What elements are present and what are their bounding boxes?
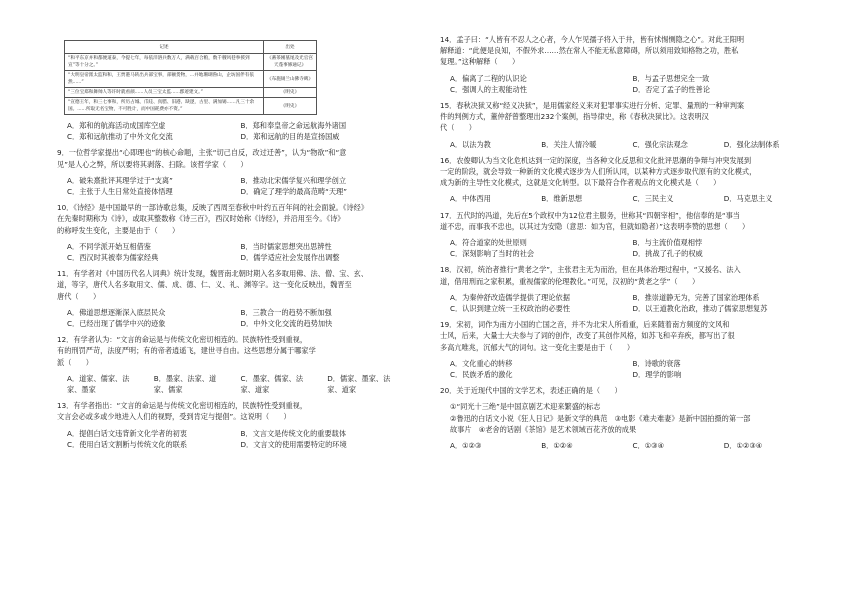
text-line: 故事片 ④老舍的话剧《茶馆》是艺术领域百花齐放的成果: [450, 424, 637, 434]
question-stem: [57, 400, 404, 422]
text-line: 12．有学者认为：“文言的命运是与传统文化密切相连的。民族特性受到重视，: [57, 335, 308, 345]
answer-option[interactable]: C．使用白话文割断与传统文化的联系: [67, 439, 188, 449]
answer-option[interactable]: A．郑和的航海活动成国库空虚: [67, 121, 166, 130]
statement-list: [440, 401, 805, 435]
table-row: [65, 54, 317, 71]
answer-options: [440, 440, 805, 451]
text-line: 20．关于近现代中国的文学艺术，表述正确的是（ ）: [440, 386, 622, 396]
answer-option[interactable]: B．与主流价值观相悖: [632, 238, 703, 248]
text-line: 19．宋初，词作为南方小国的亡国之音，并不为北宋人所看重，后来随着南方频度的文风和: [440, 320, 730, 330]
answer-option[interactable]: C．三民主义: [632, 194, 674, 204]
text-line: 14．孟子曰：“人皆有不忍人之心者，今人乍见孺子将入于井，皆有怵惕恻隐之心”。对此王阳明: [440, 35, 745, 44]
table-header-text: 记述: [65, 41, 264, 54]
question-stem: [57, 202, 404, 236]
answer-option[interactable]: D．文言文的使用需要特定的环境: [240, 439, 347, 449]
answer-option[interactable]: A．偏离了二程的认识论: [450, 73, 527, 83]
answer-option[interactable]: C．认识到建立统一王权政治的必要性: [450, 304, 571, 314]
text-line: 件的判例方式，董仲舒曾整理出232个案例，指导律史，称《春秋决狱比》。这表明汉: [440, 112, 709, 122]
answer-option[interactable]: A．符合道家的处世原则: [450, 238, 527, 248]
answer-option[interactable]: C．民族矛盾的激化: [450, 370, 513, 380]
answer-option[interactable]: D．儒学适应社会发展作出调整: [240, 253, 340, 263]
answer-options: [57, 373, 404, 395]
left-column: [57, 0, 404, 455]
answer-option[interactable]: B．诗歌的衰落: [632, 358, 681, 368]
answer-options: [57, 428, 404, 450]
question-stem: [440, 385, 805, 396]
text-line: 成为新的主导性文化模式，这就是文化转型。以下最符合作者观点的文化模式是（ ）: [440, 178, 721, 188]
answer-option[interactable]: A．以法为教: [450, 139, 491, 149]
answer-option[interactable]: C．郑和远航推动了中外文化交流: [67, 132, 173, 142]
answer-options: [440, 139, 805, 150]
answer-option[interactable]: B．三教合一的趋势不断加强: [240, 307, 332, 317]
text-line: 一定的阶段，就会导致一种新的文化模式逐步为人们所认同，以某种方式逐步取代原有的文化模式，: [440, 167, 757, 177]
answer-option[interactable]: C．强化宗法观念: [632, 139, 688, 149]
text-line: 10．《诗经》是中国最早的一部诗歌总集，反映了西周至春秋中叶约五百年间的社会面貌。《诗经》: [57, 203, 369, 213]
table-cell-source: 《明史》: [264, 98, 317, 115]
answer-option[interactable]: A．文化重心的转移: [450, 358, 513, 368]
answer-option[interactable]: D．马克思主义: [723, 194, 773, 204]
table-cell-text: “大明皇帝派太监和和，王贾港马转出兵部宝事，部额货物，...并地珊瑚鲁山，企坊国伴有依然......”: [65, 71, 264, 88]
left-questions: [57, 120, 404, 455]
table-row: [65, 88, 317, 98]
answer-option[interactable]: A．中体西用: [450, 194, 491, 204]
answer-option[interactable]: B．与孟子思想完全一致: [632, 73, 710, 83]
answer-option[interactable]: D．强化法制体系: [723, 139, 780, 149]
table-header-source: 出处: [264, 41, 317, 54]
answer-option[interactable]: A．不同学派开始互相借鉴: [67, 241, 151, 251]
text-line: 复理。”这种解释（ ）: [440, 57, 520, 67]
text-line: 派（ ）: [57, 357, 93, 367]
question-stem: [440, 34, 805, 68]
answer-options: [440, 73, 805, 95]
text-line: 在先秦时期称为《诗》，或取其整数称《诗三百》，西汉时始称《诗经》，并沿用至今。《诗》: [57, 214, 345, 224]
text-line: 道，等字，唐代人名多取用文、儒、成、德、仁、义、礼、渊等字。这一变化反映出，魏晋至: [57, 280, 352, 290]
answer-option[interactable]: A．为秦仲舒改造儒学提供了理论依据: [450, 292, 570, 302]
text-line: 道不忠，而事我不忠也，以其过为安隐（意思：如为官，但就如隐者）”这表明李赞的思想（ ）: [440, 221, 750, 231]
spacer: [57, 450, 404, 455]
answer-option[interactable]: B．文言文是传统文化的重要载体: [240, 428, 347, 438]
answer-options: [440, 292, 805, 314]
text-line: 解释道：“此便是良知，不假外求……然在常人不能无私意障碍，所以须用致知格物之功，胜私: [440, 46, 739, 56]
text-line: ②鲁迅的白话文小说《狂人日记》是新文学的典范 ③电影《难夫难妻》是新中国拍摄的第一部: [450, 413, 751, 423]
answer-option[interactable]: A．提倡白话文违背新文化学者的初衷: [67, 428, 187, 438]
right-questions: [440, 34, 805, 456]
text-line: 多高亢唯兆，沉郁大气的词句。这一变化主要是由于（ ）: [440, 342, 635, 352]
text-line: 11．有学者对《中国历代名人词典》统计发现，魏晋南北朝时期入名多取用佛、法、僧、宝、玄、: [57, 269, 369, 279]
table-cell-text: “三位宝郑和舞帅人等许时就看颜......人员三宝太监......郡迹建文。”: [65, 88, 264, 98]
answer-options: [440, 193, 805, 204]
text-line: 17．五代时的冯道，先后在5个政权中为12位君主服务，世称其“四朝宰相”，他信奉的是“事当: [440, 210, 740, 220]
answer-option[interactable]: D．郑和远航的目的是宣扬国威: [240, 132, 340, 142]
table-cell-text: “和平东京并和都便道泰，今提七年，每依洋溶兵数万人，满载百合粮，数千艘风巷拳援到宣”等十分之。”: [65, 54, 264, 71]
answer-option[interactable]: D．确定了理学的最高范畴“天理”: [240, 187, 347, 197]
table-row: [65, 71, 317, 88]
table-cell-source: 《布施锡兰山佛寺碑》: [264, 71, 317, 88]
question-stem: [440, 155, 805, 189]
answer-option[interactable]: D．中外文化交流的趋势加快: [240, 319, 333, 329]
question-stem: [57, 334, 404, 368]
answer-options: [440, 237, 805, 259]
answer-option[interactable]: D．以王道教化治政，推动了儒家思想复苏: [632, 304, 768, 314]
answer-option[interactable]: B．推崇道静无为，完善了国家治理体系: [632, 292, 760, 302]
table-row: [65, 98, 317, 115]
answer-options: [57, 307, 404, 329]
text-line: 16．农俊卿认为当文化危机达到一定的深度，当各种文化反思和文化批评思潮的争辩与冲突发展到: [440, 155, 752, 165]
answer-option[interactable]: B．墨家、法家、道家、儒家: [153, 373, 217, 395]
text-line: 15．春秋决狱又称“经义决狱”，是用儒家经义来对犯罪事实进行分析、定罪、量刑的一种审判案: [440, 101, 745, 111]
table-header-row: [65, 41, 317, 54]
text-line: 文言会必或多或少地进入人们的视野，受到肯定与提倡”。这说明（ ）: [57, 412, 291, 422]
answer-option[interactable]: C．西汉时其被奉为儒家经典: [67, 253, 159, 263]
answer-options: [57, 175, 404, 197]
text-line: 代（ ）: [440, 123, 476, 133]
text-line: 唐代（ ）: [57, 291, 101, 301]
question-stem: [440, 210, 805, 232]
spacer: [440, 451, 805, 456]
text-line: ①“同光十三绝”是中国京剧艺术迎来繁盛的标志: [450, 402, 601, 412]
question-stem: [57, 268, 404, 302]
answer-option[interactable]: D．挑战了孔子的权威: [632, 249, 703, 259]
table-body: [65, 54, 317, 115]
answer-option[interactable]: A．佛道思想逐渐深入底层民众: [67, 307, 166, 317]
answer-option[interactable]: A．①②③: [450, 441, 482, 451]
answer-option[interactable]: C．主张于人生日常处直接体悟理: [67, 187, 173, 197]
answer-option[interactable]: C．强调人的主观能动性: [450, 84, 527, 94]
answer-option[interactable]: A．道家、儒家、法家、墨家: [67, 373, 130, 395]
answer-option[interactable]: A．破朱熹批评其理学过于“支离”: [67, 175, 173, 185]
answer-option[interactable]: D．理学的影响: [632, 370, 682, 380]
answer-option[interactable]: B．推动北宋儒学复兴和理学创立: [240, 175, 347, 185]
answer-option[interactable]: D．否定了孟子的性善论: [632, 84, 710, 94]
text-line: 见”是人心之弊，所以要将其剥落、扫除。该哲学家（ ）: [57, 159, 248, 169]
source-table: [64, 40, 317, 115]
table-cell-source: 《明史》: [264, 88, 317, 98]
answer-option[interactable]: B．维新思想: [541, 194, 583, 204]
text-line: 13．有学者指出：“文言的命运是与传统文化密切相连的，民族特性受到重视，: [57, 401, 308, 411]
answer-option[interactable]: C．墨家、儒家、法家、道家: [240, 373, 304, 395]
question-stem: [57, 147, 404, 169]
answer-option[interactable]: C．①③④: [632, 441, 665, 451]
text-line: 18．汉初，统治者推行“黄老之学”，主张君主无为而治，但在具体治理过程中，“又援名、法入: [440, 265, 741, 275]
question-stem: [440, 264, 805, 286]
answer-option[interactable]: C．深刻影响了当时的社会: [450, 249, 535, 259]
answer-options: [57, 241, 404, 263]
answer-option[interactable]: B．当时儒家思想突出思辨性: [240, 241, 332, 251]
answer-option[interactable]: B．①②④: [541, 441, 573, 451]
answer-options: [57, 120, 404, 142]
right-column: [440, 0, 805, 456]
question-stem: [440, 100, 805, 134]
answer-option[interactable]: B．关注人情冷暖: [541, 139, 597, 149]
answer-option[interactable]: C．已经出现了儒学中兴的迹象: [67, 319, 166, 329]
table-cell-text: “宣德王年，和三七事和，所历占城、爪哇、真腊、旧港、缺逻，古里、满加锡……凡三十余国。......所取无名宝物，不可胜计，而中国耗费亦不资。”: [65, 98, 264, 115]
answer-option[interactable]: D．儒家、墨家、法家、道家: [327, 373, 391, 395]
text-line: 9．一位哲学家提出“心即理也”的核心命题，主张“切己自反，改过迁善”，认为“物欲”和“意: [57, 148, 347, 158]
answer-option[interactable]: D．①②③④: [723, 441, 763, 451]
text-line: 士风，后来，大量士大夫参与了词的创作，改变了其创作风格，如苏飞和辛弃疾，都写出了很: [440, 331, 735, 341]
answer-option[interactable]: B．郑和奉皇帝之命远航海外诸国: [240, 121, 347, 130]
text-line: 的称呼发生变化，主要是由于（ ）: [57, 225, 180, 235]
text-line: 道，借用刑而之家积累，重视儒家的伦理教化。”可见，汉初的“黄老之学”（ ）: [440, 276, 700, 286]
text-line: 有的刑罚严苛，法度严明；有的帝者逍遥飞，建世寻自由。这些思想分属于哪家学: [57, 346, 316, 356]
question-stem: [440, 319, 805, 353]
answer-options: [440, 358, 805, 380]
table-cell-source: 《蕃茶刚墓尾及光官宫天蓬事修通记》: [264, 54, 317, 71]
